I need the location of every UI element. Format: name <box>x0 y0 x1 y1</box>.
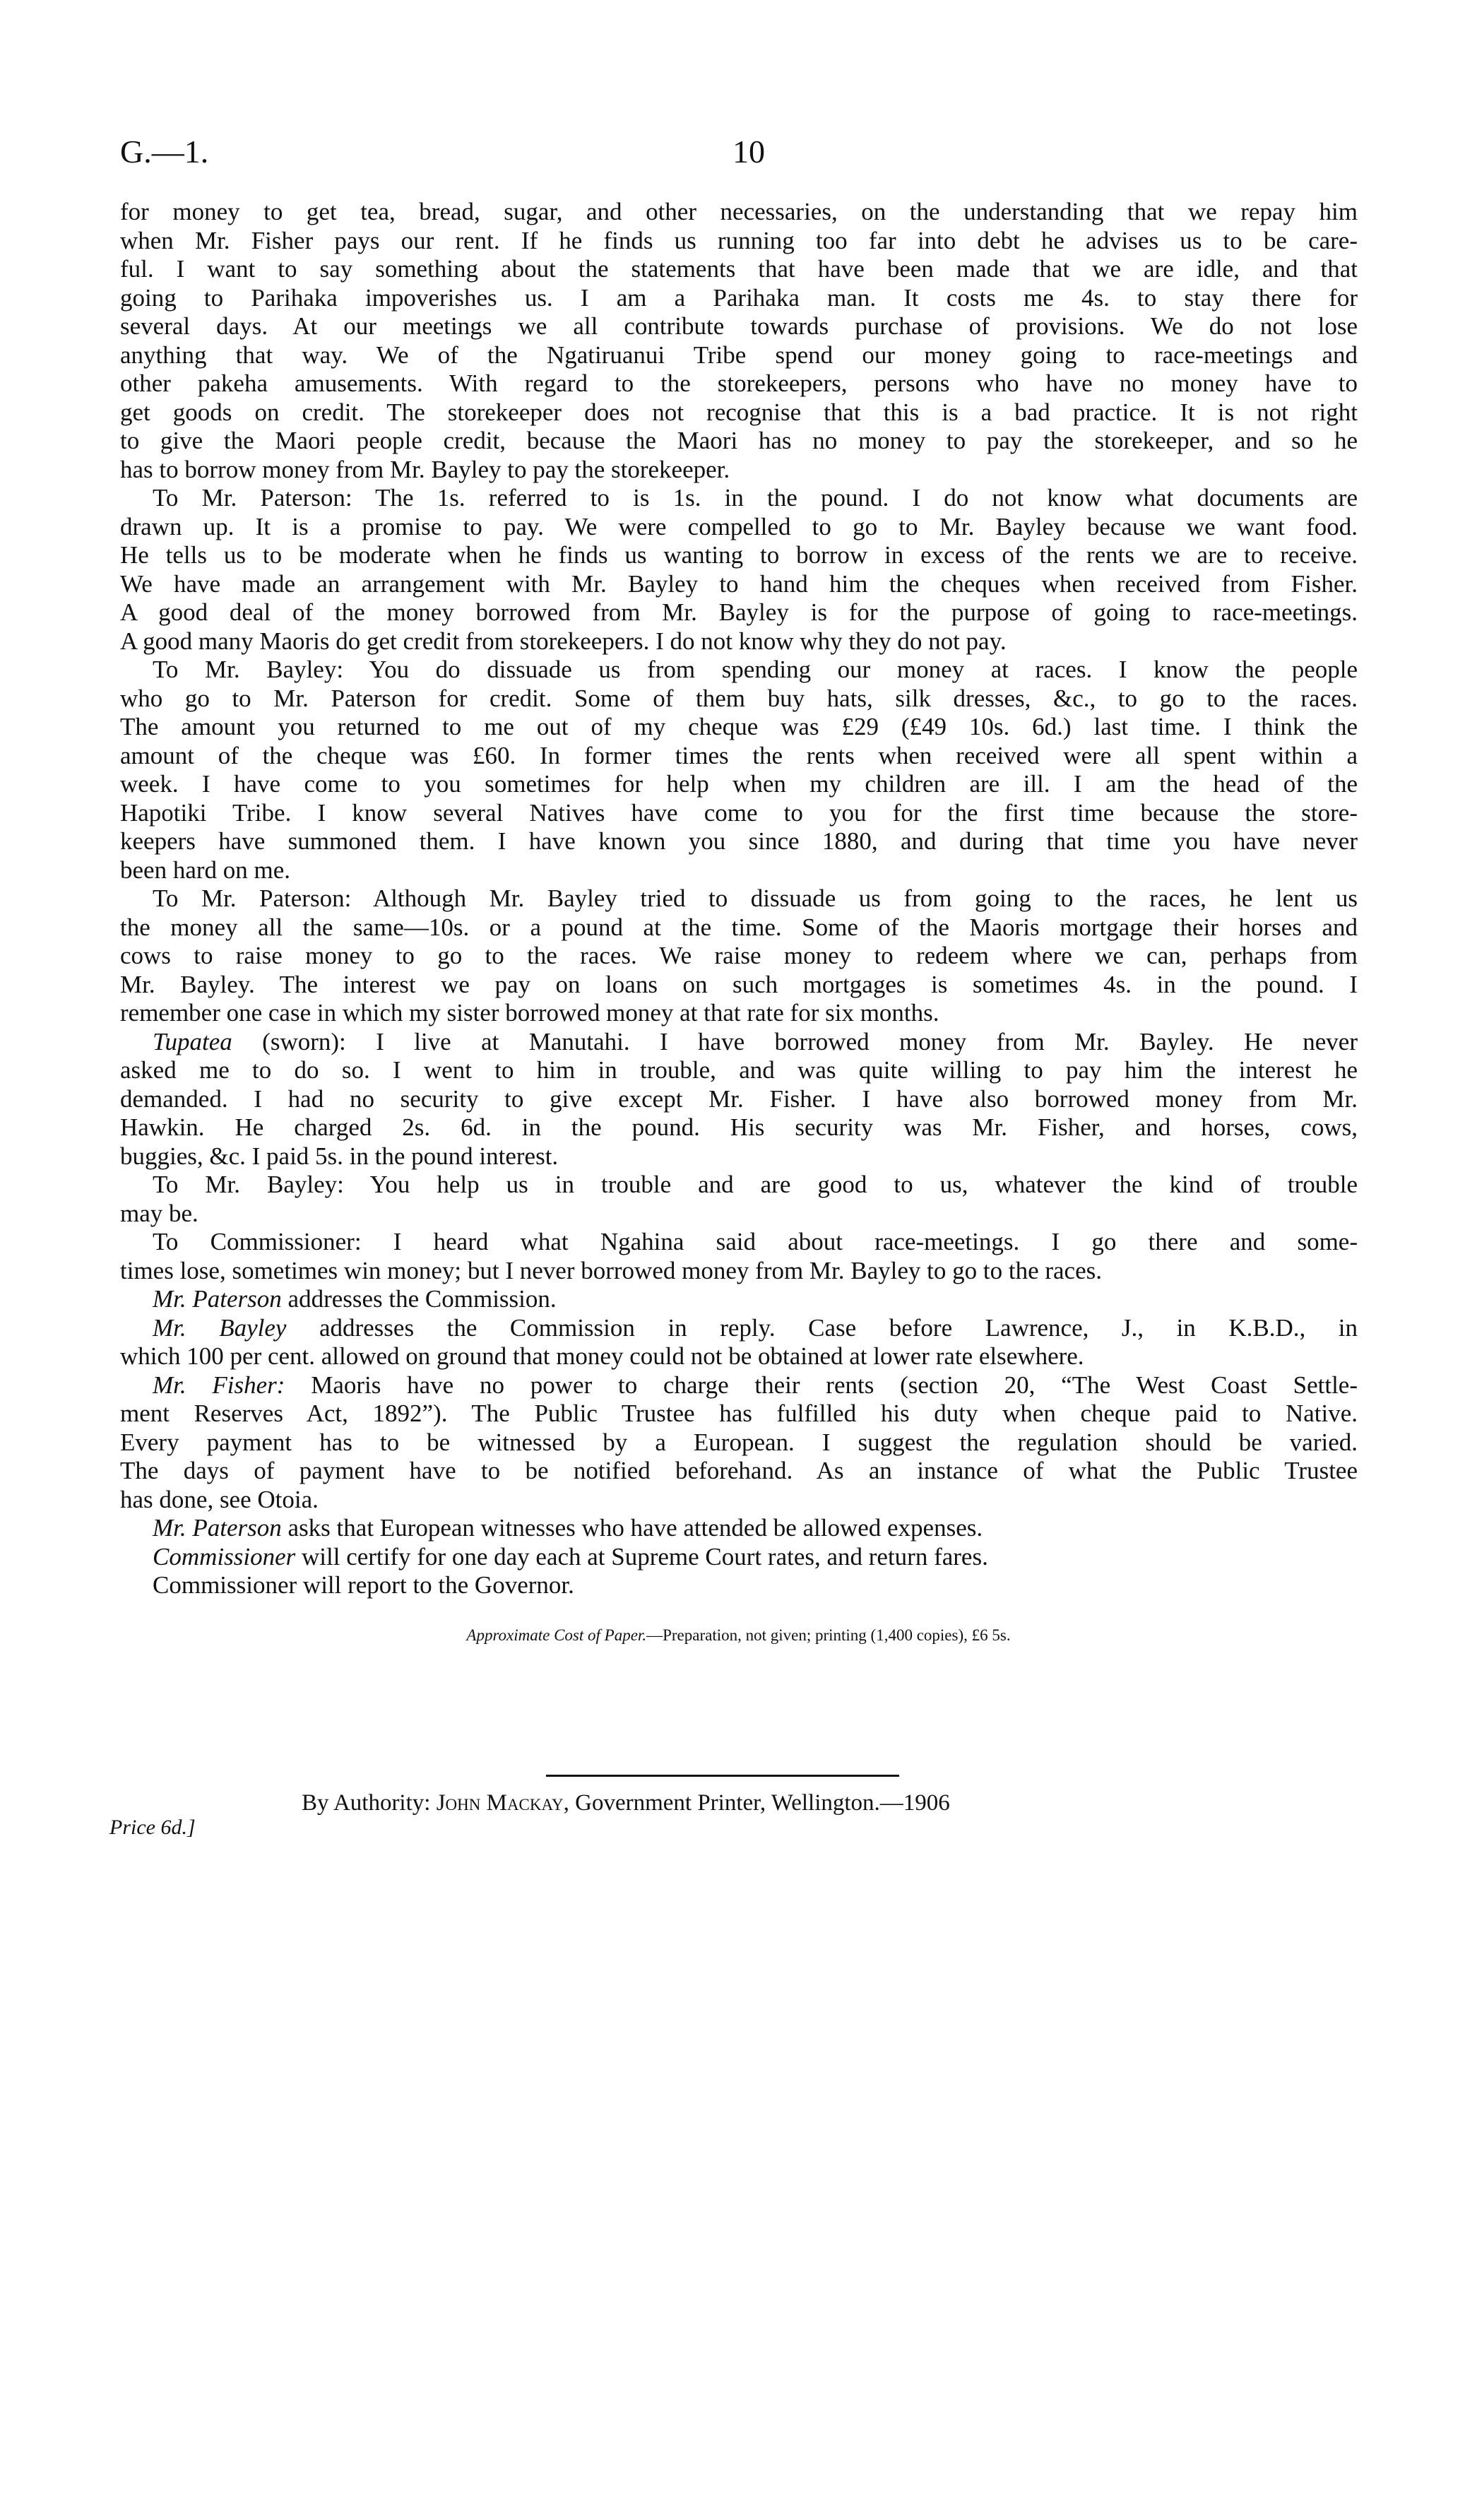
text-line <box>120 284 1358 313</box>
text-line <box>120 1457 1358 1486</box>
text-line <box>120 1228 1358 1257</box>
text-line <box>120 1085 1358 1114</box>
paragraph <box>120 1285 1358 1314</box>
speaker-name: Tupatea <box>153 1027 232 1055</box>
line-text: Commissioner will report to the Governor. <box>153 1571 574 1599</box>
line-text: addresses the Commission in reply. Case before Lawrence, J., in K.B.D., in <box>286 1313 1358 1342</box>
text-line <box>120 1514 1358 1543</box>
line-text: going to Parihaka impoverishes us. I am a Parihaka man. It costs me 4s. to stay there for <box>120 283 1358 312</box>
text-line <box>120 541 1358 570</box>
divider-rule <box>546 1775 899 1777</box>
text-line <box>120 255 1358 284</box>
text-line <box>120 598 1358 627</box>
line-text: cows to raise money to go to the races. We raise money to redeem where we can, perhaps from <box>120 942 1358 969</box>
line-text: been hard on me. <box>120 856 291 884</box>
line-text: (sworn): I live at Manutahi. I have borrowed money from Mr. Bayley. He never <box>232 1027 1358 1055</box>
line-text: The days of payment have to be notified beforehand. As an instance of what the Public Trustee <box>120 1457 1358 1484</box>
text-line <box>120 713 1358 742</box>
text-line <box>120 398 1358 427</box>
line-text: To Mr. Bayley: You do dissuade us from spending our money at races. I know the people <box>153 656 1358 683</box>
text-line <box>120 742 1358 771</box>
line-text: To Mr. Paterson: Although Mr. Bayley tried to dissuade us from going to the races, he lent us <box>153 885 1358 912</box>
text-line <box>120 656 1358 685</box>
line-text: when Mr. Fisher pays our rent. If he finds us running too far into debt he advises us to be care- <box>120 226 1358 254</box>
paragraph <box>120 1314 1358 1371</box>
line-text: He tells us to be moderate when he finds us wanting to borrow in excess of the rents we are to receive. <box>120 541 1358 569</box>
line-text: to give the Maori people credit, because the Maori has no money to pay the storekeeper, and so he <box>120 427 1358 454</box>
line-text: keepers have summoned them. I have known you since 1880, and during that time you have never <box>120 827 1358 855</box>
paragraph <box>120 198 1358 484</box>
text-line <box>120 1342 1358 1371</box>
text-line <box>120 1257 1358 1286</box>
text-line <box>120 1314 1358 1343</box>
line-text: has done, see Otoia. <box>120 1485 319 1513</box>
paragraph <box>120 1543 1358 1572</box>
line-text: remember one case in which my sister borrowed money at that rate for six months. <box>120 999 939 1027</box>
price: Price 6d.] <box>109 1816 196 1839</box>
line-text: The amount you returned to me out of my cheque was £29 (£49 10s. 6d.) last time. I think the <box>120 713 1358 740</box>
line-text: buggies, &c. I paid 5s. in the pound interest. <box>120 1142 559 1170</box>
paragraph <box>120 885 1358 1028</box>
line-text: ful. I want to say something about the statements that have been made that we are idle, and that <box>120 255 1358 283</box>
paragraph <box>120 1171 1358 1228</box>
text-line <box>120 456 1358 485</box>
text-line <box>120 1028 1358 1057</box>
text-line <box>120 1285 1358 1314</box>
line-text: ment Reserves Act, 1892”). The Public Trustee has fulfilled his duty when cheque paid to Native. <box>120 1400 1358 1427</box>
line-text: drawn up. It is a promise to pay. We were compelled to go to Mr. Bayley because we want food. <box>120 512 1358 540</box>
text-line <box>120 799 1358 828</box>
text-line <box>120 1543 1358 1572</box>
cost-of-paper-note <box>0 1626 1477 1645</box>
text-line <box>120 1142 1358 1171</box>
text-line <box>120 1486 1358 1515</box>
line-text: times lose, sometimes win money; but I never borrowed money from Mr. Bayley to go to the races. <box>120 1256 1102 1284</box>
line-text: asks that European witnesses who have attended be allowed expenses. <box>281 1514 983 1542</box>
line-text: Maoris have no power to charge their rents (section 20, “The West Coast Settle- <box>285 1371 1358 1399</box>
line-text: week. I have come to you sometimes for help when my children are ill. I am the head of the <box>120 770 1358 798</box>
text-line <box>120 369 1358 398</box>
line-text: may be. <box>120 1199 198 1227</box>
paragraph <box>120 1228 1358 1285</box>
text-line <box>120 1171 1358 1200</box>
text-line <box>120 312 1358 341</box>
line-text: anything that way. We of the Ngatiruanui Tribe spend our money going to race-meetings and <box>120 341 1358 369</box>
text-line <box>120 1371 1358 1400</box>
line-text: demanded. I had no security to give except Mr. Fisher. I have also borrowed money from Mr. <box>120 1084 1358 1113</box>
speaker-name: Mr. Paterson <box>153 1514 282 1542</box>
speaker-name: Mr. Paterson <box>153 1285 282 1313</box>
paragraph <box>120 1371 1358 1515</box>
text-line <box>120 513 1358 542</box>
line-text: which 100 per cent. allowed on ground that money could not be obtained at lower rate elsewhere. <box>120 1342 1084 1370</box>
paragraph <box>120 1514 1358 1543</box>
speaker-name: Mr. Fisher: <box>153 1371 285 1399</box>
paragraph <box>120 1028 1358 1171</box>
text-line <box>120 1056 1358 1085</box>
line-text: the money all the same—10s. or a pound at the time. Some of the Maoris mortgage their horses and <box>120 913 1358 941</box>
line-text: To Mr. Paterson: The 1s. referred to is 1s. in the pound. I do not know what documents are <box>153 484 1358 511</box>
document-series: G.—1. <box>120 134 209 170</box>
line-text: several days. At our meetings we all contribute towards purchase of provisions. We do not lose <box>120 312 1358 340</box>
line-text: Mr. Bayley. The interest we pay on loans on such mortgages is sometimes 4s. in the pound. I <box>120 970 1358 998</box>
line-text: has to borrow money from Mr. Bayley to pay the storekeeper. <box>120 455 730 483</box>
line-text: A good many Maoris do get credit from storekeepers. I do not know why they do not pay. <box>120 627 1007 655</box>
line-text: other pakeha amusements. With regard to the storekeepers, persons who have no money have to <box>120 369 1358 397</box>
text-line <box>120 627 1358 656</box>
text-line <box>120 570 1358 599</box>
text-line <box>120 427 1358 456</box>
line-text: asked me to do so. I went to him in trouble, and was quite willing to pay him the interest he <box>120 1056 1358 1084</box>
text-line <box>120 1428 1358 1457</box>
line-text: for money to get tea, bread, sugar, and other necessaries, on the understanding that we repay him <box>120 198 1358 225</box>
text-line <box>120 770 1358 799</box>
line-text: Every payment has to be witnessed by a European. I suggest the regulation should be varied. <box>120 1428 1358 1456</box>
text-line <box>120 971 1358 1000</box>
imprint <box>302 1790 950 1816</box>
line-text: A good deal of the money borrowed from Mr. Bayley is for the purpose of going to race-meetings. <box>120 598 1358 626</box>
text-line <box>120 913 1358 942</box>
text-line <box>120 1571 1358 1600</box>
text-line <box>120 1400 1358 1428</box>
line-text: get goods on credit. The storekeeper does not recognise that this is a bad practice. It is not right <box>120 398 1358 426</box>
text-line <box>120 484 1358 513</box>
text-line <box>120 198 1358 227</box>
line-text: will certify for one day each at Supreme Court rates, and return fares. <box>295 1542 988 1570</box>
text-line <box>120 856 1358 885</box>
text-line <box>120 885 1358 913</box>
paragraph <box>120 1571 1358 1600</box>
speaker-name: Mr. Bayley <box>153 1313 287 1342</box>
text-line <box>120 827 1358 856</box>
line-text: To Commissioner: I heard what Ngahina said about race-meetings. I go there and some- <box>153 1228 1358 1255</box>
line-text: We have made an arrangement with Mr. Bayley to hand him the cheques when received from Fisher. <box>120 569 1358 598</box>
cost-label: Approximate Cost of Paper. <box>466 1626 647 1644</box>
imprint-suffix: , Government Printer, Wellington.—1906 <box>563 1790 950 1816</box>
text-line <box>120 227 1358 256</box>
text-line <box>120 1200 1358 1229</box>
line-text: Hapotiki Tribe. I know several Natives have come to you for the first time because the store- <box>120 798 1358 827</box>
speaker-name: Commissioner <box>153 1542 296 1570</box>
line-text: addresses the Commission. <box>281 1285 557 1313</box>
cost-text: —Preparation, not given; printing (1,400 copies), £6 5s. <box>646 1626 1011 1644</box>
line-text: who go to Mr. Paterson for credit. Some of them buy hats, silk dresses, &c., to go to the races. <box>120 684 1358 712</box>
text-line <box>120 685 1358 714</box>
text-line <box>120 341 1358 370</box>
paragraph <box>120 656 1358 885</box>
text-line <box>120 1113 1358 1142</box>
line-text: To Mr. Bayley: You help us in trouble and are good to us, whatever the kind of trouble <box>153 1171 1358 1198</box>
line-text: amount of the cheque was £60. In former times the rents when received were all spent within a <box>120 741 1358 769</box>
printer-name: John Mackay <box>436 1790 564 1816</box>
line-text: Hawkin. He charged 2s. 6d. in the pound. His security was Mr. Fisher, and horses, cows, <box>120 1113 1358 1141</box>
text-line <box>120 999 1358 1028</box>
text-line <box>120 942 1358 971</box>
page-number: 10 <box>732 134 765 170</box>
paragraph <box>120 484 1358 656</box>
imprint-prefix: By Authority: <box>302 1790 437 1816</box>
body-text <box>120 198 1358 1600</box>
